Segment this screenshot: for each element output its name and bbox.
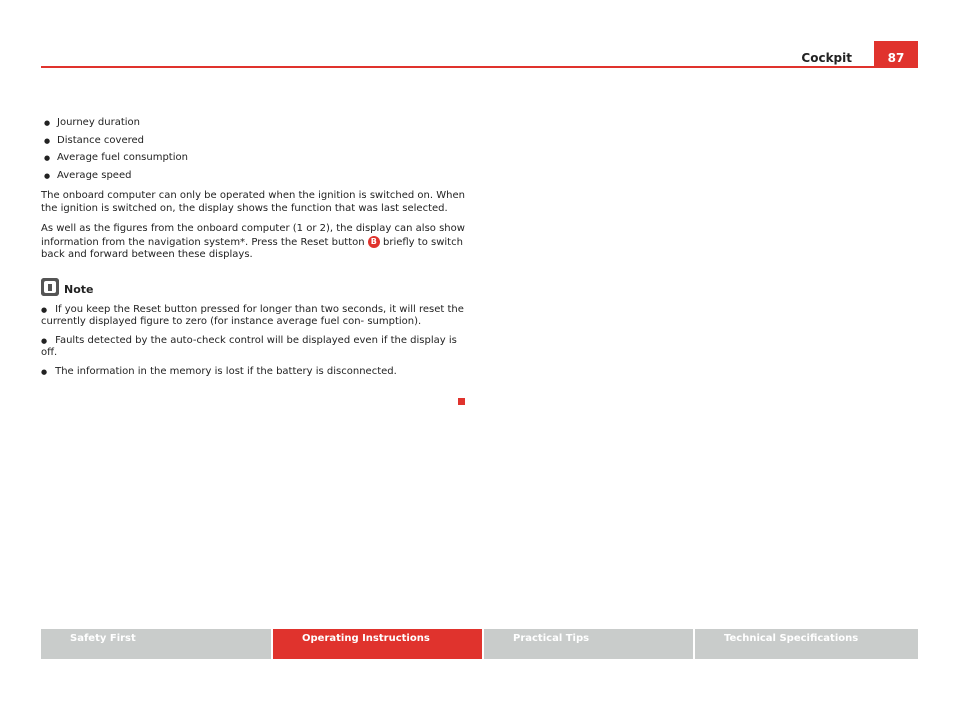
tab-operating-instructions[interactable]: Operating Instructions bbox=[273, 629, 482, 659]
note-item: ● Faults detected by the auto-check control will be displayed even if the display is off. bbox=[41, 334, 457, 358]
paragraph-text: briefly to switch back and forward between these displays. bbox=[41, 236, 463, 260]
list-item: ● Average speed bbox=[41, 170, 471, 183]
tab-practical-tips[interactable]: Practical Tips bbox=[484, 629, 693, 659]
note-list bbox=[41, 304, 471, 379]
main-content bbox=[41, 117, 471, 384]
tab-safety-first[interactable]: Safety First bbox=[41, 629, 271, 659]
note-icon bbox=[41, 278, 59, 296]
tab-technical-specifications[interactable]: Technical Specifications bbox=[695, 629, 918, 659]
paragraph-text: As well as the figures from the onboard computer (1 or 2), the display can also show information from the navigation system*. Press the Reset button bbox=[41, 223, 465, 248]
reset-button-badge: B bbox=[368, 236, 380, 248]
note-item: ● The information in the memory is lost if the battery is disconnected. bbox=[41, 365, 397, 377]
note-header bbox=[41, 278, 471, 298]
page-number: 87 bbox=[887, 51, 905, 65]
list-item: ● Average fuel consumption bbox=[41, 152, 471, 165]
note-item: ● If you keep the Reset button pressed for longer than two seconds, it will reset the currently displayed figure to zero (for instance average fuel con- sumption). bbox=[41, 303, 464, 327]
section-end-marker bbox=[458, 398, 465, 405]
header-divider bbox=[41, 66, 918, 68]
paragraph-navigation bbox=[41, 223, 471, 262]
paragraph-operation: The onboard computer can only be operated when the ignition is switched on. When the ignition is switched on, the display shows the function that was last selected. bbox=[41, 190, 465, 214]
page-title: Cockpit bbox=[801, 51, 852, 65]
list-item: ● Journey duration bbox=[41, 117, 471, 130]
display-functions-list bbox=[41, 117, 471, 182]
note-title: Note bbox=[64, 282, 94, 296]
footer-nav bbox=[41, 629, 918, 659]
list-item: ● Distance covered bbox=[41, 135, 471, 148]
